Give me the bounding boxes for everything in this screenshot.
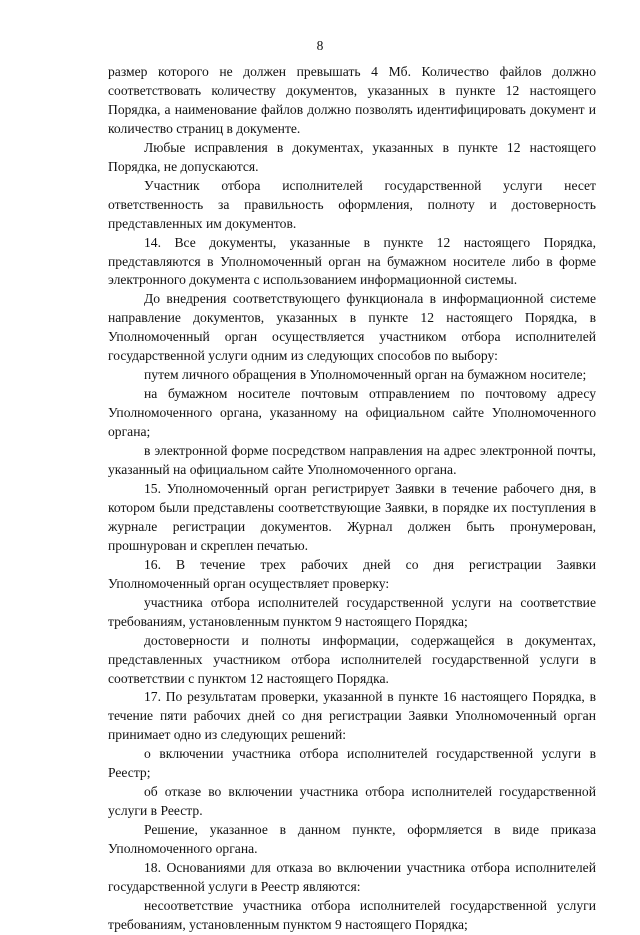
paragraph-clause-17: 17. По результатам проверки, указанной в пункте 16 настоящего Порядка, в течение пяти рабочих дней со дня регистрации Заявки Уполномоченный орган принимает одно из следующих решений: bbox=[108, 689, 596, 743]
list-item: путем личного обращения в Уполномоченный орган на бумажном носителе; bbox=[144, 367, 587, 383]
paragraph: До внедрения соответствующего функционала в информационной системе направление документов, указанных в пункте 12 настоящего Порядка, в Уполномоченный орган осуществляется участником отбора исполнителей государственной услуги одним из следующих способов по выбору: bbox=[108, 291, 596, 364]
paragraph: Любые исправления в документах, указанных в пункте 12 настоящего Порядка, не допускаются. bbox=[108, 139, 596, 174]
document-body bbox=[108, 63, 596, 935]
page-number: 8 bbox=[316, 38, 324, 53]
list-item: несоответствие участника отбора исполнителей государственной услуги требованиям, установленным пунктом 9 настоящего Порядка; bbox=[108, 897, 596, 932]
list-item: достоверности и полноты информации, содержащейся в документах, представленных участником отбора исполнителей государственной услуги в соответствии с пунктом 12 настоящего Порядка. bbox=[108, 632, 596, 686]
paragraph: размер которого не должен превышать 4 Мб. Количество файлов должно соответствовать количеству документов, указанных в пункте 12 настоящего Порядка, а наименование файлов должно позволять идентифицировать документ и количество страниц в документе. bbox=[108, 64, 596, 136]
list-item: об отказе во включении участника отбора исполнителей государственной услуги в Реестр. bbox=[108, 784, 596, 819]
paragraph-clause-16: 16. В течение трех рабочих дней со дня регистрации Заявки Уполномоченный орган осуществляет проверку: bbox=[108, 556, 596, 591]
paragraph: Решение, указанное в данном пункте, оформляется в виде приказа Уполномоченного органа. bbox=[108, 822, 596, 857]
list-item: участника отбора исполнителей государственной услуги на соответствие требованиям, установленным пунктом 9 настоящего Порядка; bbox=[108, 594, 596, 629]
paragraph-clause-18: 18. Основаниями для отказа во включении участника отбора исполнителей государственной услуги в Реестр являются: bbox=[108, 860, 596, 894]
list-item: в электронной форме посредством направления на адрес электронной почты, указанный на официальном сайте Уполномоченного органа. bbox=[108, 443, 596, 478]
list-item: на бумажном носителе почтовым отправлением по почтовому адресу Уполномоченного органа, указанному на официальном сайте Уполномоченного органа; bbox=[108, 386, 596, 440]
paragraph-clause-15: 15. Уполномоченный орган регистрирует Заявки в течение рабочего дня, в котором были представлены соответствующие Заявки, в порядке их поступления в журнале регистрации документов. Журнал должен быть пронумерован, прошнурован и скреплен печатью. bbox=[108, 480, 596, 553]
paragraph-clause-14: 14. Все документы, указанные в пункте 12 настоящего Порядка, представляются в Уполномоченный орган на бумажном носителе либо в форме электронного документа с использованием информационной системы. bbox=[108, 234, 596, 288]
paragraph: Участник отбора исполнителей государственной услуги несет ответственность за правильность оформления, полноту и достоверность представленных им документов. bbox=[108, 177, 596, 231]
list-item: о включении участника отбора исполнителей государственной услуги в Реестр; bbox=[108, 746, 596, 781]
